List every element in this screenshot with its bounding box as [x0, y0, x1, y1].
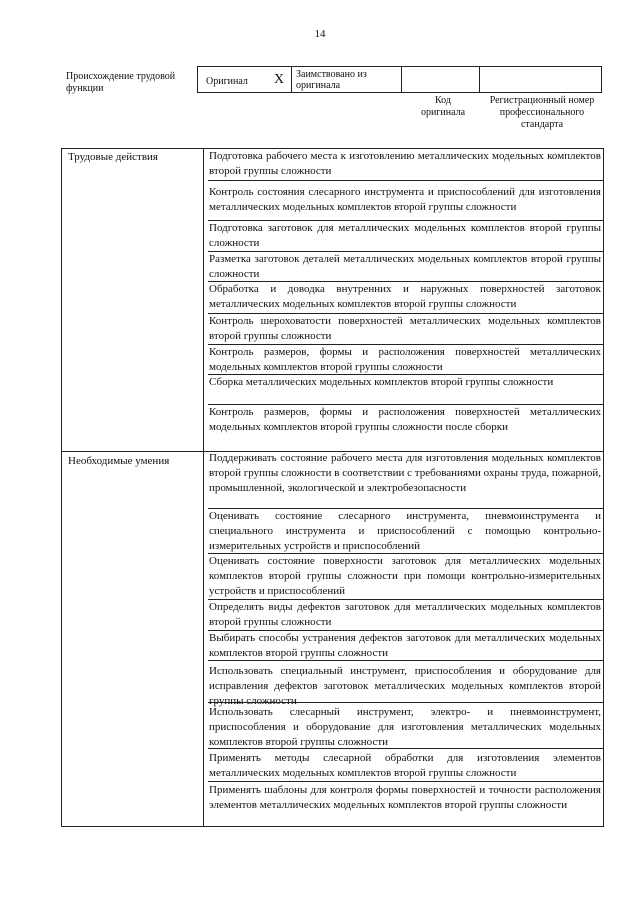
origin-label: Происхождение трудовой функции: [66, 71, 176, 94]
original-mark: X: [274, 72, 285, 87]
table-row: Применять шаблоны для контроля формы поверхностей и точности расположения элементов металлических модельных комплектов второй группы сложности: [208, 781, 603, 827]
original-cell: [198, 67, 292, 92]
borrowed-label: Заимствовано из оригинала: [292, 67, 402, 92]
table-row: Подготовка заготовок для металлических модельных комплектов второй группы сложности: [209, 222, 601, 249]
table-row: Контроль размеров, формы и расположения поверхностей металлических модельных комплектов второй группы сложности: [209, 346, 601, 373]
code-caption: Код оригинала: [420, 95, 466, 118]
column-divider: [203, 149, 204, 826]
table-row: Определять виды дефектов заготовок для металлических модельных комплектов второй группы сложности: [209, 601, 601, 628]
table-row: Оценивать состояние поверхности заготовок для металлических модельных комплектов второй группы сложности при помощи контрольно-измерительных устройств и приспособлений: [209, 555, 601, 597]
table-row: Контроль состояния слесарного инструмента и приспособлений для изготовления металлических модельных комплектов второй группы сложности: [208, 180, 603, 220]
section-label-actions: Трудовые действия: [68, 151, 158, 163]
table-row: Контроль шероховатости поверхностей металлических модельных комплектов второй группы сложности: [209, 315, 601, 342]
reg-number-caption: Регистрационный номер профессионального стандарта: [489, 95, 595, 130]
table-row: Поддерживать состояние рабочего места для изготовления модельных комплектов второй группы сложности в соответствии с требованиями охраны труда, пожарной, промышленной, экологической и электробезопасности: [209, 452, 601, 494]
code-cell: [402, 67, 480, 92]
table-row: Подготовка рабочего места к изготовлению металлических модельных комплектов второй группы сложности: [209, 150, 601, 177]
table-row: Сборка металлических модельных комплектов второй группы сложности: [208, 374, 603, 404]
origin-table: [197, 66, 602, 93]
table-row: Контроль размеров, формы и расположения поверхностей металлических модельных комплектов второй группы сложности после сборки: [208, 404, 603, 451]
reg-number-cell: [480, 67, 601, 92]
table-row: Выбирать способы устранения дефектов заготовок для металлических модельных комплектов второй группы сложности: [209, 632, 601, 659]
section-label-skills: Необходимые умения: [68, 455, 170, 467]
page-number: 14: [314, 28, 326, 40]
original-label: Оригинал: [206, 76, 248, 87]
table-row: Оценивать состояние слесарного инструмента, пневмоинструмента и специального инструмента и приспособлений с помощью контрольно-измерительных устройств и приспособлений: [209, 510, 601, 552]
table-row: Обработка и доводка внутренних и наружных поверхностей заготовок металлических модельных комплектов второй группы сложности: [208, 281, 603, 313]
functions-table: [61, 148, 604, 827]
table-row: Использовать специальный инструмент, приспособления и оборудование для исправления дефектов заготовок металлических модельных комплектов второй группы сложности: [208, 660, 603, 702]
table-row: Разметка заготовок деталей металлических модельных комплектов второй группы сложности: [209, 253, 601, 280]
table-row: Применять методы слесарной обработки для изготовления элементов металлических модельных комплектов второй группы сложности: [208, 748, 603, 781]
table-row: Использовать слесарный инструмент, электро- и пневмоинструмент, приспособления и оборудование для изготовления металлических модельных комплектов второй группы сложности: [208, 702, 603, 748]
